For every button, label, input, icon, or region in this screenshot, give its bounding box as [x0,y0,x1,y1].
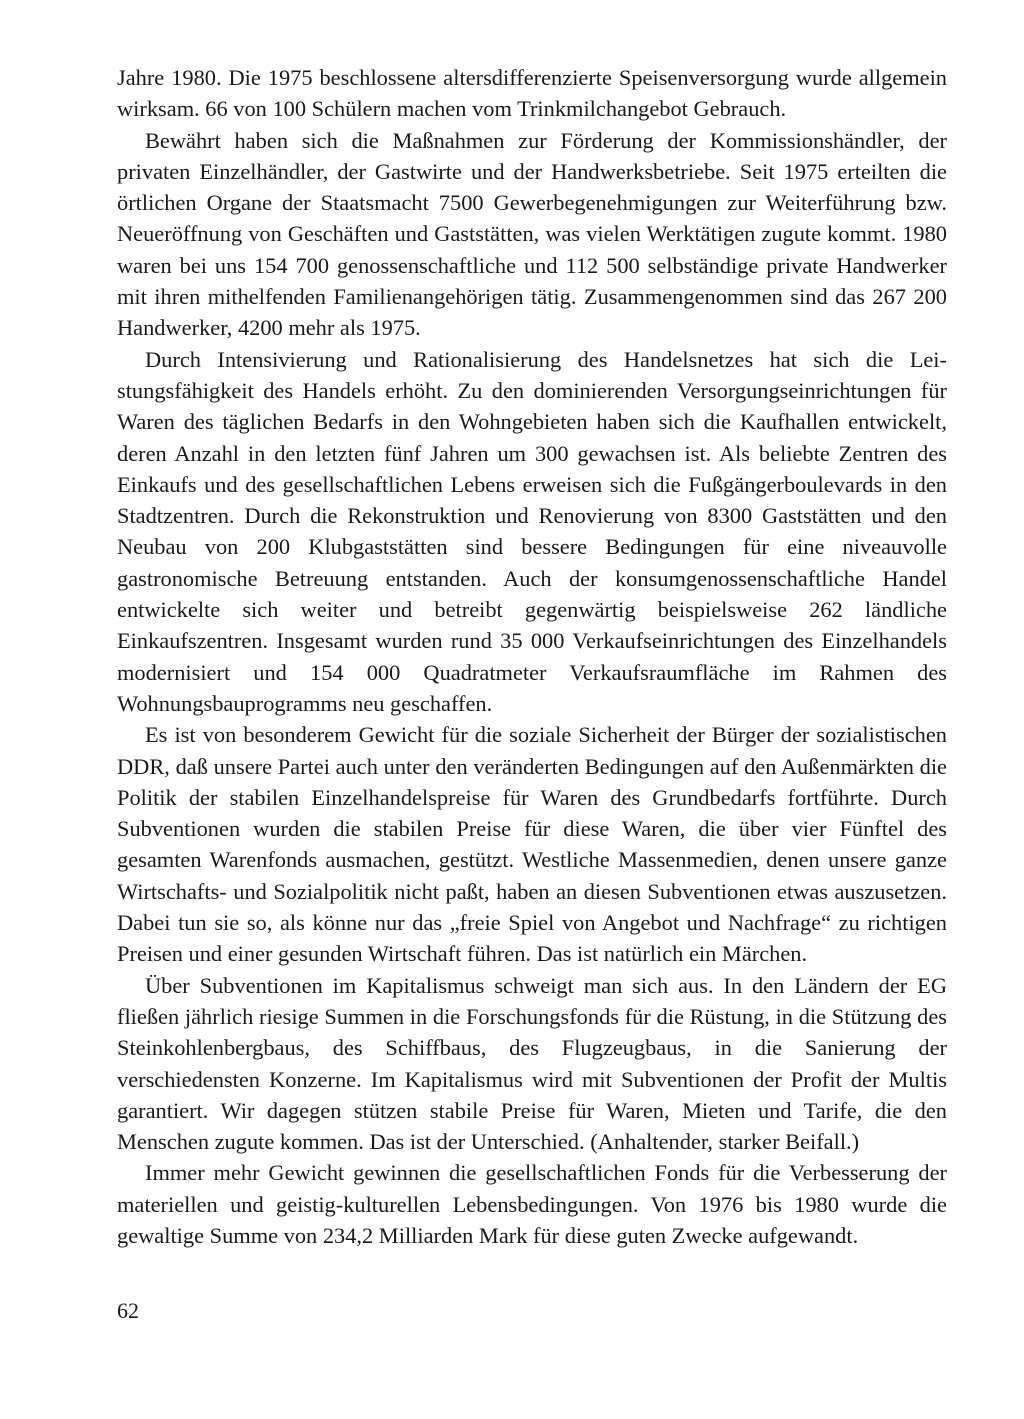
page-number: 62 [117,1298,139,1323]
paragraph-2: Bewährt haben sich die Maßnahmen zur Förderung der Kommissionshändler, der privaten Einzelhändler, der Gastwirte und der Handwerksbetriebe. Seit 1975 erteilten die örtlichen Organe der Staatsmacht 7500 Gewerbegenehmigungen zur Weiterführung bzw. Neueröffnung von Geschäften und Gaststätten, was vielen Werktätigen zugute kommt. 1980 waren bei uns 154 700 genossenschaftliche und 112 500 selbständige private Handwerker mit ihren mithelfenden Familienangehörigen tätig. Zusammengenommen sind das 267 200 Handwerker, 4200 mehr als 1975. [117,127,947,341]
paragraph-1: Jahre 1980. Die 1975 beschlossene altersdifferenzierte Speisenversorgung wurde allgemein wirksam. 66 von 100 Schülern machen vom Trinkmilchangebot Gebrauch. [117,65,947,122]
paragraph-6: Immer mehr Gewicht gewinnen die gesellschaftlichen Fonds für die Verbesserung der materiellen und geistig-kulturellen Lebensbedingungen. Von 1976 bis 1980 wurde die gewaltige Summe von 234,2 Milliarden Mark für diese guten Zwecke aufgewandt. [117,1160,947,1248]
paragraph-4: Es ist von besonderem Gewicht für die soziale Sicherheit der Bürger der sozialistischen DDR, daß unsere Partei auch unter den veränderten Bedingungen auf den Außenmärkten die Politik der stabilen Einzelhandelspreise für Waren des Grundbedarfs fortführte. Durch Subventionen wurden die stabilen Preise für diese Waren, die über vier Fünftel des gesamten Warenfonds ausmachen, gestützt. Westliche Massenmedien, denen unsere ganze Wirtschafts- und Sozialpolitik nicht paßt, haben an diesen Subventionen etwas auszusetzen. Dabei tun sie so, als könne nur das „freie Spiel von Angebot und Nachfrage“ zu richtigen Preisen und einer gesunden Wirtschaft führen. Das ist natürlich ein Märchen. [117,722,947,967]
paragraph-3: Durch Intensivierung und Rationalisierung des Handelsnetzes hat sich die Leistungsfähigkeit des Handels erhöht. Zu den dominierenden Versorgungseinrichtungen für Waren des täglichen Bedarfs in den Wohngebieten haben sich die Kaufhallen entwickelt, deren Anzahl in den letzten fünf Jahren um 300 gewachsen ist. Als beliebte Zentren des Einkaufs und des gesellschaftlichen Lebens erweisen sich die Fußgängerboulevards in den Stadtzentren. Durch die Rekonstruktion und Renovierung von 8300 Gaststätten und den Neubau von 200 Klubgaststätten sind bessere Bedingungen für eine niveauvolle gastronomische Betreuung entstanden. Auch der konsumgenossenschaftliche Handel entwickelte sich weiter und betreibt gegenwärtig beispielsweise 262 ländliche Einkaufszentren. Insgesamt wurden rund 35 000 Verkaufseinrichtungen des Einzelhandels modernisiert und 154 000 Quadratmeter Verkaufsraumfläche im Rahmen des Wohnungsbauprogramms neu geschaffen. [117,346,947,716]
page-body [117,62,947,1251]
paragraph-5: Über Subventionen im Kapitalismus schweigt man sich aus. In den Ländern der EG fließen jährlich riesige Summen in die Forschungsfonds für die Rüstung, in die Stützung des Steinkohlenbergbaus, des Schiffbaus, des Flugzeugbaus, in die Sanierung der verschiedensten Konzerne. Im Kapitalismus wird mit Subventionen der Profit der Multis garantiert. Wir dagegen stützen stabile Preise für Waren, Mieten und Tarife, die den Menschen zugute kommen. Das ist der Unterschied. (Anhaltender, starker Beifall.) [117,972,947,1155]
